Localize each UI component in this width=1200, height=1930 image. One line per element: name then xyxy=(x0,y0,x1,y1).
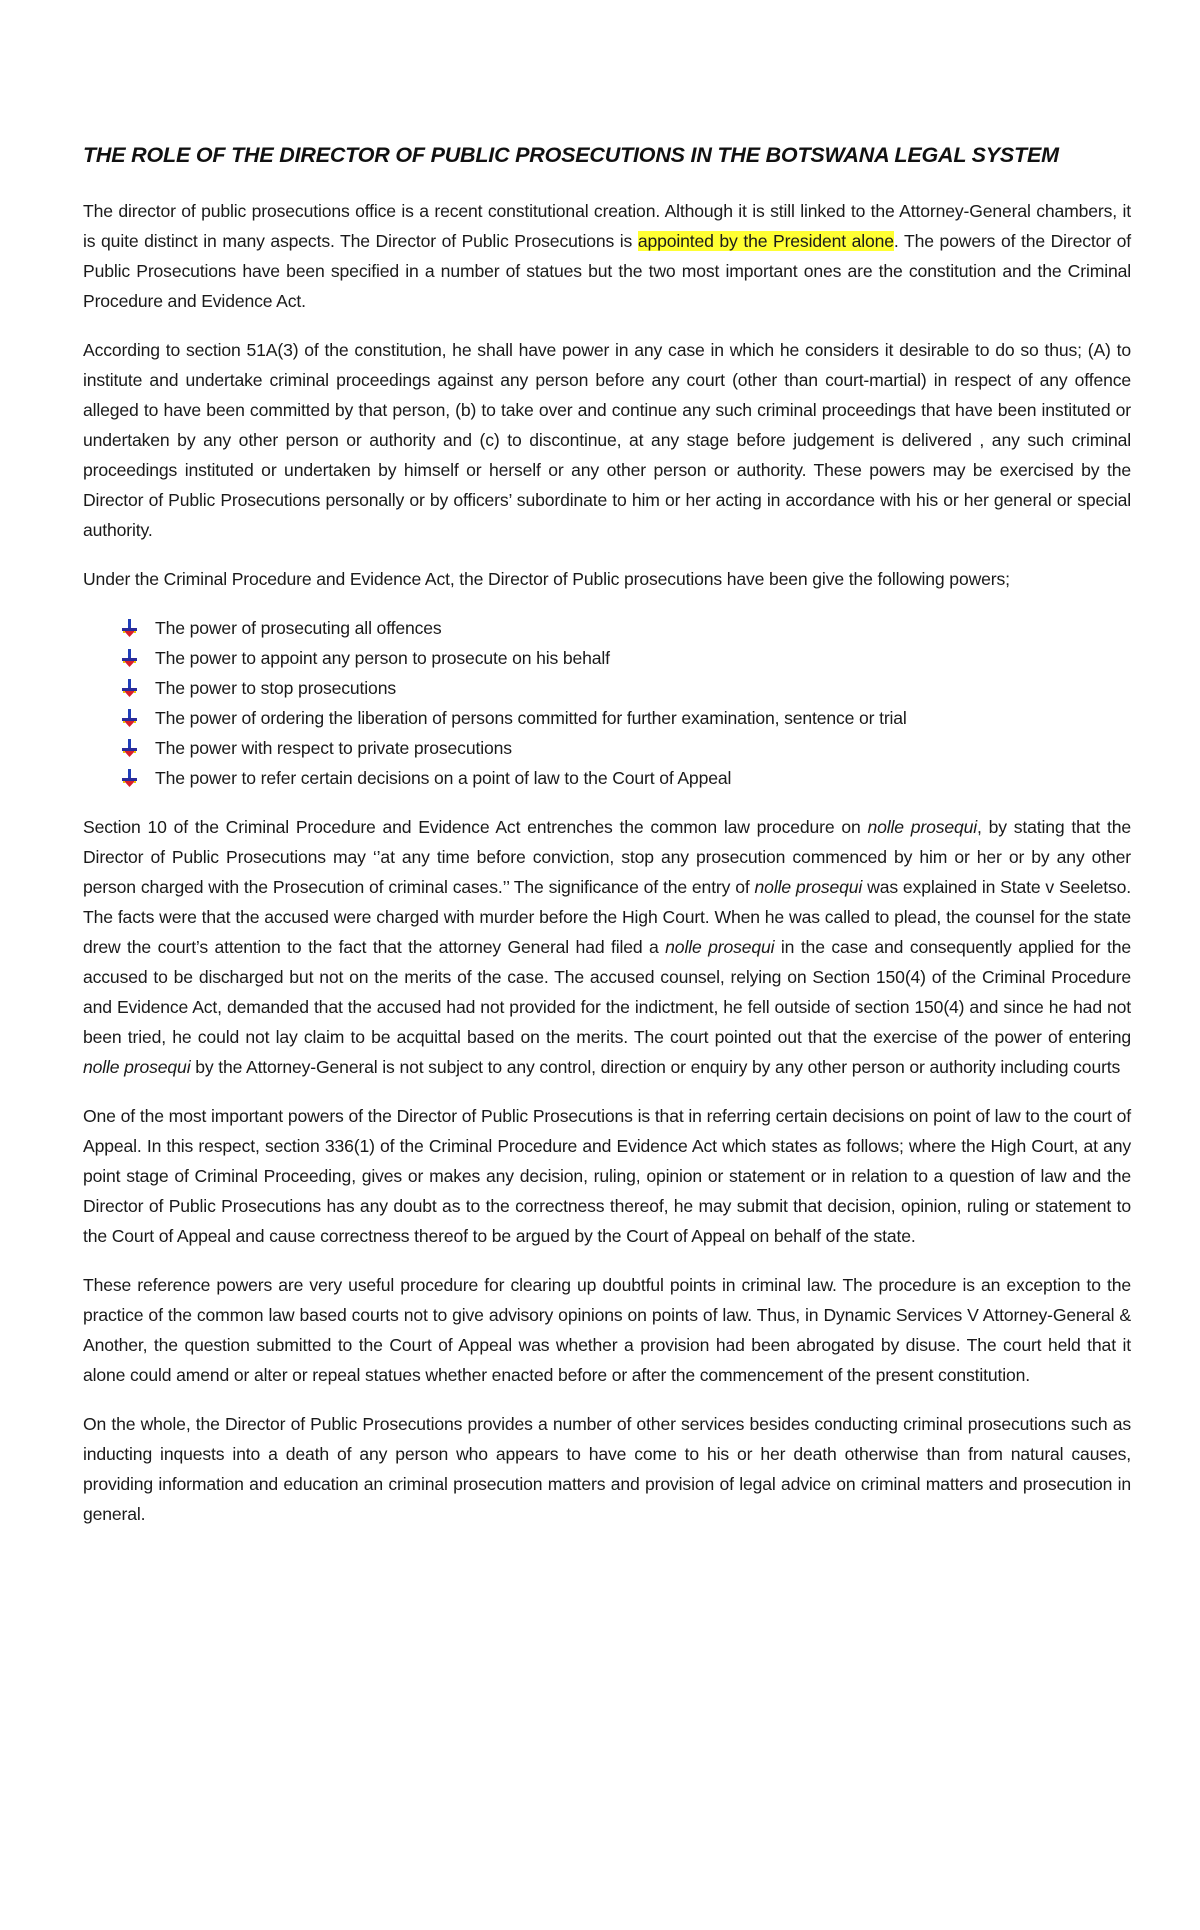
paragraph-cpea-powers-intro: Under the Criminal Procedure and Evidence Act, the Director of Public prosecutions have been give the following powers; xyxy=(83,569,1010,589)
document-title: THE ROLE OF THE DIRECTOR OF PUBLIC PROSECUTIONS IN THE BOTSWANA LEGAL SYSTEM xyxy=(83,143,1059,167)
list-item xyxy=(119,763,1131,793)
power-item-label: The power to appoint any person to prosecute on his behalf xyxy=(155,648,610,668)
paragraph-intro xyxy=(83,196,1131,316)
power-item-label: The power of ordering the liberation of persons committed for further examination, sentence or trial xyxy=(155,708,907,728)
down-arrow-bullet-icon xyxy=(119,738,141,758)
paragraph-section-10-text-3: was explained in State v Seeletso. The facts were that the accused were charged with murder before the High Court. When he was called to plead, the counsel for the state drew the court’s attention to the fact that the attorney General had filed a xyxy=(83,877,1131,957)
power-item-label: The power of prosecuting all offences xyxy=(155,618,442,638)
italic-term: nolle prosequi xyxy=(754,877,863,897)
power-item-label: The power to stop prosecutions xyxy=(155,678,396,698)
list-item xyxy=(119,613,1131,643)
list-item xyxy=(119,703,1131,733)
paragraph-section-10-text-4: in the case and consequently applied for the accused to be discharged but not on the merits of the case. The accused counsel, relying on Section 150(4) of the Criminal Procedure and Evidence Act, demanded that the accused had not provided for the indictment, he fell outside of section 150(4) and since he had not been tried, he could not lay claim to be acquittal based on the merits. The court pointed out that the exercise of the power of entering xyxy=(83,937,1132,1047)
paragraph-reference-powers: These reference powers are very useful procedure for clearing up doubtful points in criminal law. The procedure is an exception to the practice of the common law based courts not to give advisory opinions on points of law. Thus, in Dynamic Services V Attorney-General & Another, the question submitted to the Court of Appeal was whether a provision had been abrogated by disuse. The court held that it alone could amend or alter or repeal statues whether enacted before or after the commencement of the present constitution. xyxy=(83,1275,1131,1385)
list-item xyxy=(119,673,1131,703)
down-arrow-bullet-icon xyxy=(119,678,141,698)
paragraph-section-10-text-2: , by stating that the Director of Public Prosecutions may ‘’at any time before conviction, stop any prosecution commenced by him or her or by any other person charged with the Prosecution of criminal cases.’’ The significance of the entry of xyxy=(83,817,1131,897)
list-item xyxy=(119,643,1131,673)
document-body xyxy=(83,140,1131,1548)
italic-term: nolle prosequi xyxy=(83,1057,191,1077)
paragraph-intro-text-2: . The powers of the Director of Public Prosecutions have been specified in a number of statues but the two most important ones are the constitution and the Criminal Procedure and Evidence Act. xyxy=(83,231,1132,311)
powers-list xyxy=(83,613,1131,793)
paragraph-intro-text-1: The director of public prosecutions office is a recent constitutional creation. Although it is still linked to the Attorney-General chambers, it is quite distinct in many aspects. The Director of Public Prosecutions is xyxy=(83,201,1131,251)
italic-term: nolle prosequi xyxy=(867,817,978,837)
power-item-label: The power with respect to private prosecutions xyxy=(155,738,512,758)
highlighted-text: appointed by the President alone xyxy=(637,231,894,251)
paragraph-section-10 xyxy=(83,812,1131,1082)
power-item-label: The power to refer certain decisions on a point of law to the Court of Appeal xyxy=(155,768,732,788)
down-arrow-bullet-icon xyxy=(119,708,141,728)
paragraph-section-10-text-1: Section 10 of the Criminal Procedure and Evidence Act entrenches the common law procedure on xyxy=(83,817,868,837)
list-item xyxy=(119,733,1131,763)
down-arrow-bullet-icon xyxy=(119,768,141,788)
down-arrow-bullet-icon xyxy=(119,648,141,668)
paragraph-conclusion: On the whole, the Director of Public Prosecutions provides a number of other services besides conducting criminal prosecutions such as inducting inquests into a death of any person who appears to have come to his or her death otherwise than from natural causes, providing information and education an criminal prosecution matters and provision of legal advice on criminal matters and prosecution in general. xyxy=(83,1414,1131,1524)
paragraph-section-336: One of the most important powers of the Director of Public Prosecutions is that in referring certain decisions on point of law to the court of Appeal. In this respect, section 336(1) of the Criminal Procedure and Evidence Act which states as follows; where the High Court, at any point stage of Criminal Proceeding, gives or makes any decision, ruling, opinion or statement or in relation to a question of law and the Director of Public Prosecutions has any doubt as to the correctness thereof, he may submit that decision, opinion, ruling or statement to the Court of Appeal and cause correctness thereof to be argued by the Court of Appeal on behalf of the state. xyxy=(83,1106,1131,1246)
paragraph-section-10-text-5: by the Attorney-General is not subject to any control, direction or enquiry by any other person or authority including courts xyxy=(190,1057,1121,1077)
paragraph-section-51a: According to section 51A(3) of the constitution, he shall have power in any case in which he considers it desirable to do so thus; (A) to institute and undertake criminal proceedings against any person before any court (other than court-martial) in respect of any offence alleged to have been committed by that person, (b) to take over and continue any such criminal proceedings that have been instituted or undertaken by any other person or authority and (c) to discontinue, at any stage before judgement is delivered , any such criminal proceedings instituted or undertaken by himself or herself or any other person or authority. These powers may be exercised by the Director of Public Prosecutions personally or by officers’ subordinate to him or her acting in accordance with his or her general or special authority. xyxy=(83,340,1131,540)
down-arrow-bullet-icon xyxy=(119,618,141,638)
italic-term: nolle prosequi xyxy=(665,937,775,957)
